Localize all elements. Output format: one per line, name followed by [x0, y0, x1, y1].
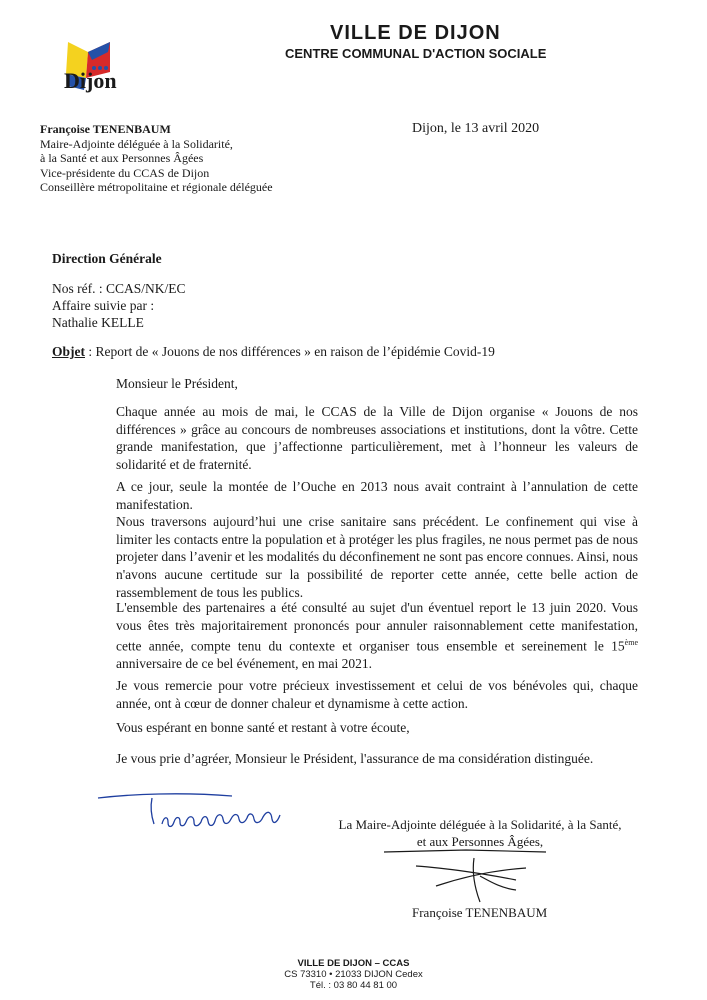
footer-org: VILLE DE DIJON – CCAS: [297, 958, 410, 969]
author-role-line: Maire-Adjointe déléguée à la Solidarité,: [40, 136, 233, 151]
signatory-title-line: et aux Personnes Âgées,: [416, 834, 544, 849]
body-paragraph: Je vous remercie pour votre précieux investissement et celui de vos bénévoles qui, chaque année, ont à cœur de donner chaleur et dynamisme à cette action.: [116, 678, 638, 711]
author-role-line: à la Santé et aux Personnes Âgées: [40, 151, 204, 165]
case-handler-label: Affaire suivie par :: [52, 298, 155, 313]
salutation: Monsieur le Président,: [116, 376, 238, 391]
subject-text: : Report de « Jouons de nos différences » en raison de l’épidémie Covid-19: [85, 344, 495, 359]
body-paragraph-part: Nous traversons aujourd’hui une crise sanitaire sans précédent. Le confinement qui vise à limiter les contacts entre la population et à protéger les plus fragiles, ne nous permet pas de nous projeter dans l’avenir et les modalités du déconfinement ne sont pas encore connues. Ainsi, nous n'avons aucune certitude sur la possibilité de reporter cette année, cette belle action de rassemblement de tous les publics.: [116, 514, 638, 600]
our-reference: Nos réf. : CCAS/NK/EC: [52, 281, 186, 296]
signature: [376, 846, 556, 906]
body-paragraph: [116, 599, 638, 673]
body-paragraph: Vous espérant en bonne santé et restant à votre écoute,: [116, 720, 410, 735]
superscript: ème: [624, 638, 638, 648]
letter-date: Dijon, le 13 avril 2020: [412, 121, 540, 136]
footer-phone: Tél. : 03 80 44 81 00: [309, 980, 398, 991]
footer-address: CS 73310 • 21033 DIJON Cedex: [284, 969, 423, 980]
author-block: [40, 122, 273, 195]
body-paragraph-part: A ce jour, seule la montée de l’Ouche en 2013 nous avait contraint à l’annulation de cette manifestation.: [116, 479, 638, 512]
body-text: anniversaire de ce bel événement, en mai 2021.: [116, 656, 373, 672]
body-text: L'ensemble des partenaires a été consulté au sujet d'un éventuel report le 13 juin 2020. Vous vous êtes très majoritairement prononcés pour annuler raisonnablement cette manifestation, cette année, compte tenu du contexte et organiser tous ensemble et sereinement le 15: [116, 600, 638, 654]
author-role-line: Conseillère métropolitaine et régionale déléguée: [40, 180, 273, 194]
body-paragraph: [116, 478, 638, 601]
references: [52, 280, 186, 331]
author-role-line: Vice-présidente du CCAS de Dijon: [40, 165, 210, 180]
author-name: Françoise TENENBAUM: [40, 122, 171, 136]
dijon-logo: [58, 38, 128, 102]
signatory-title-line: La Maire-Adjointe déléguée à la Solidarité, à la Santé,: [338, 817, 622, 832]
direction-heading: Direction Générale: [52, 251, 162, 266]
subject-line: [52, 344, 495, 360]
handwritten-closing: [92, 790, 302, 850]
subject-label: Objet: [52, 344, 85, 359]
body-paragraph: Chaque année au mois de mai, le CCAS de la Ville de Dijon organise « Jouons de nos différences » grâce au concours de nombreuses associations et institutions, dont la vôtre. Cette grande manifestation, que j’affectionne particulièrement, met à l’honneur les valeurs de solidarité et de fraternité.: [116, 404, 638, 472]
org-title: VILLE DE DIJON: [330, 22, 501, 44]
case-handler-name: Nathalie KELLE: [52, 315, 144, 330]
body-paragraph: Je vous prie d’agréer, Monsieur le Président, l'assurance de ma considération distinguée.: [116, 751, 594, 766]
signatory-title: [330, 816, 630, 850]
org-subtitle: CENTRE COMMUNAL D'ACTION SOCIALE: [285, 46, 547, 61]
footer: [0, 958, 707, 991]
svg-text:Dijon: Dijon: [64, 68, 117, 93]
signatory-name: Françoise TENENBAUM: [412, 905, 548, 920]
